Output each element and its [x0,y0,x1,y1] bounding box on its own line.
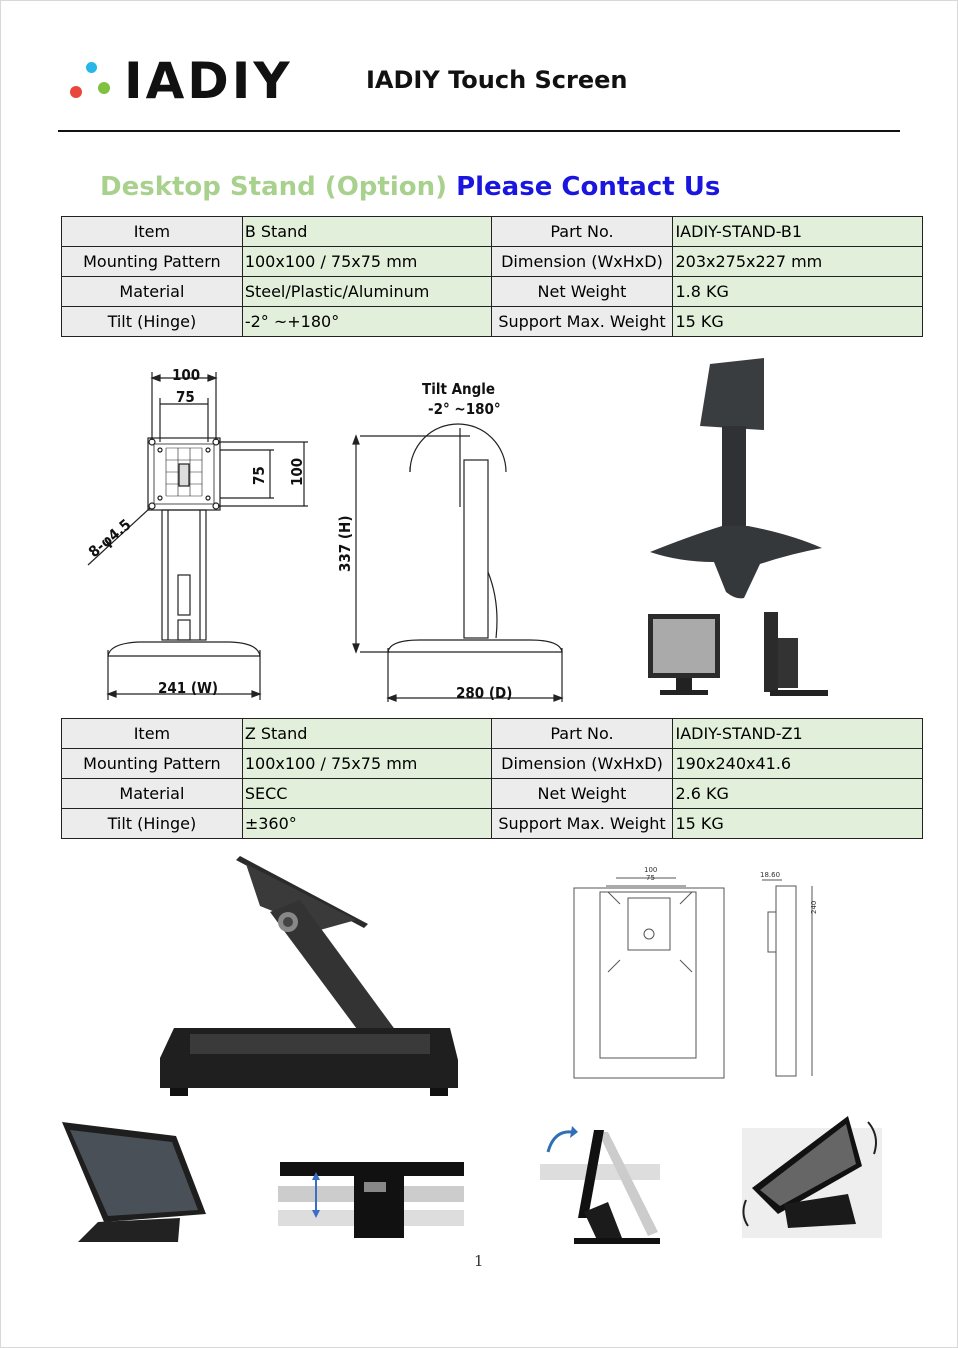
spec-table-b-stand [61,216,923,337]
z-stand-photo [150,850,470,1100]
spec-label: Part No. [491,217,673,247]
z-dim-depth-label: 18.60 [760,871,781,879]
b-holes-label: 8-φ4.5 [85,515,135,562]
spec-label: Mounting Pattern [62,247,243,277]
b-stand-mount-plate [700,358,764,430]
contact-link[interactable]: Please Contact Us [456,172,721,202]
z-dim-height-label: 240 [810,900,818,914]
spec-row [62,217,923,247]
spec-label: Dimension (WxHxD) [491,247,673,277]
spec-value: -2° ~+180° [242,307,491,337]
spec-label: Support Max. Weight [491,307,673,337]
z-stand-rotate-photo [738,1108,888,1242]
spec-value: 100x100 / 75x75 mm [242,749,491,779]
brand-logo [68,52,298,110]
spec-row [62,809,923,839]
spec-value: ±360° [242,809,491,839]
document-title: IADIY Touch Screen [366,66,628,94]
b-dim-75-label: 75 [176,388,195,406]
spec-value: IADIY-STAND-B1 [673,217,923,247]
spec-value: Z Stand [242,719,491,749]
b-height-label: 337 (H) [336,515,354,572]
spec-label: Material [62,277,243,307]
section-title [100,172,720,202]
brand-name: IADIY [124,52,293,110]
spec-label: Part No. [491,719,673,749]
spec-label: Dimension (WxHxD) [491,749,673,779]
spec-label: Tilt (Hinge) [62,307,243,337]
b-dim-v75-label: 75 [250,466,268,485]
logo-dot-blue [86,62,97,73]
spec-label: Support Max. Weight [491,809,673,839]
section-title-option: Desktop Stand (Option) [100,172,448,202]
spec-value: 15 KG [673,307,923,337]
b-width-label: 241 (W) [158,679,219,697]
b-stand-side-drawing [330,372,570,707]
b-dim-v100-label: 100 [288,457,306,486]
header-divider [58,130,900,132]
spec-row [62,719,923,749]
spec-label: Material [62,779,243,809]
spec-value: SECC [242,779,491,809]
b-stand-base [650,526,822,598]
logo-dot-green [98,82,110,94]
z-stand-side-drawing [752,866,822,1082]
spec-value: B Stand [242,217,491,247]
spec-row [62,779,923,809]
spec-label: Item [62,719,243,749]
b-stand-photos [640,356,830,706]
z-dim-75-label: 75 [646,874,655,882]
spec-label: Mounting Pattern [62,749,243,779]
spec-row [62,247,923,277]
spec-label: Tilt (Hinge) [62,809,243,839]
z-stand-front-drawing [568,862,728,1082]
spec-value: 190x240x41.6 [673,749,923,779]
spec-table-z-stand [61,718,923,839]
spec-label: Net Weight [491,779,673,809]
logo-dot-red [70,86,82,98]
page-number: 1 [474,1252,484,1270]
spec-row [62,307,923,337]
b-tilt-label: Tilt Angle [422,380,496,398]
spec-value: Steel/Plastic/Aluminum [242,277,491,307]
monitor-side-photo [764,612,778,692]
z-stand-tilt-photo [538,1122,666,1248]
b-dim-100-label: 100 [172,366,201,384]
spec-value: 15 KG [673,809,923,839]
z-stand-height-photo [278,1156,468,1244]
spec-label: Net Weight [491,277,673,307]
spec-value: 100x100 / 75x75 mm [242,247,491,277]
spec-value: 2.6 KG [673,779,923,809]
z-dim-100-label: 100 [644,866,658,874]
z-stand-monitor-photo [58,1118,218,1250]
spec-row [62,749,923,779]
spec-row [62,277,923,307]
b-depth-label: 280 (D) [456,684,513,702]
b-stand-front-drawing [80,360,310,705]
spec-value: 203x275x227 mm [673,247,923,277]
spec-label: Item [62,217,243,247]
spec-value: 1.8 KG [673,277,923,307]
spec-value: IADIY-STAND-Z1 [673,719,923,749]
b-tilt-range: -2° ~180° [428,400,501,418]
